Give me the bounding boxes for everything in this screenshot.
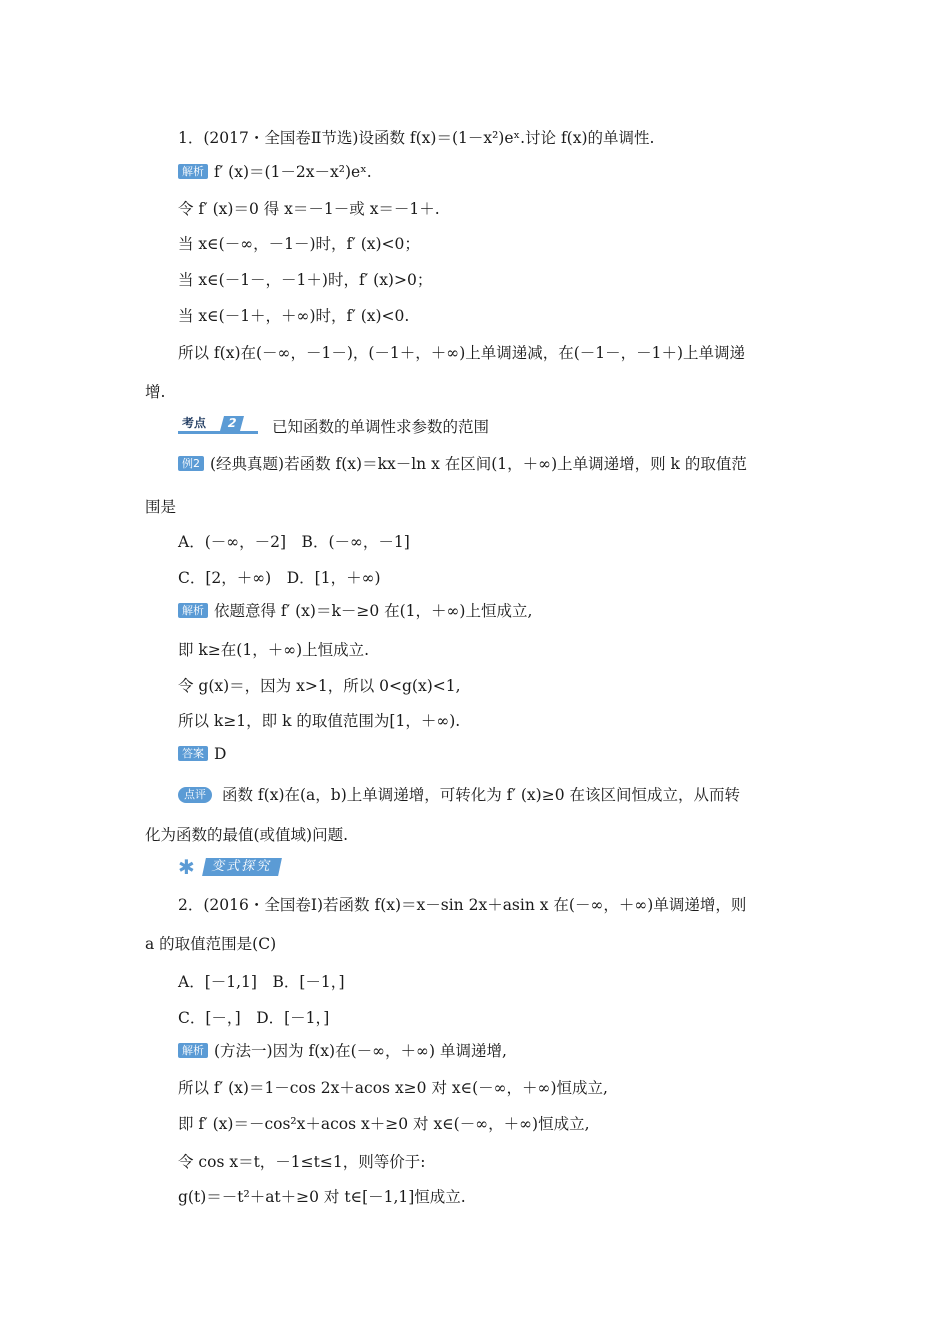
problem-1-solution-line: 解析 f′ (x)＝(1－2x－x²)eˣ. bbox=[178, 162, 372, 182]
kaodian-title: 已知函数的单调性求参数的范围 bbox=[272, 418, 490, 436]
variant-heading bbox=[178, 856, 308, 878]
comment-badge: 点评 bbox=[178, 787, 212, 803]
example-2-comment: 点评 函数 f(x)在(a，b)上单调递增，可转化为 f′ (x)≥0 在该区间恒成立，从而转 bbox=[178, 785, 740, 805]
example-2-options-cd: C．[2，＋∞) D．[1，＋∞) bbox=[178, 569, 381, 587]
problem-2-options-ab: A．[－1,1] B．[－1，] bbox=[178, 973, 345, 991]
problem-2-step: 即 f′ (x)＝－cos²x＋acos x＋≥0 对 x∈(－∞，＋∞)恒成立, bbox=[178, 1115, 590, 1133]
solution-badge: 解析 bbox=[178, 164, 208, 179]
example-2-step: 令 g(x)＝，因为 x>1，所以 0<g(x)<1, bbox=[178, 677, 461, 695]
problem-1-step: 当 x∈(－1－，－1＋)时，f′ (x)>0； bbox=[178, 271, 433, 289]
problem-2-step: 所以 f′ (x)＝1－cos 2x＋acos x≥0 对 x∈(－∞，＋∞)恒成立, bbox=[178, 1079, 608, 1097]
flower-icon: ✱ bbox=[178, 855, 195, 879]
problem-1-step: 当 x∈(－∞，－1－)时，f′ (x)<0； bbox=[178, 235, 420, 253]
example-badge: 例2 bbox=[178, 456, 204, 471]
solution-badge: 解析 bbox=[178, 1043, 208, 1058]
problem-2-step: g(t)＝－t²＋at＋≥0 对 t∈[－1,1]恒成立. bbox=[178, 1188, 466, 1206]
problem-2-options-cd: C．[－，] D．[－1，] bbox=[178, 1009, 330, 1027]
example-2-stem: 例2 (经典真题)若函数 f(x)＝kx－ln x 在区间(1，＋∞)上单调递增，则 k 的取值范 bbox=[178, 454, 747, 474]
problem-1-conclusion-cont: 增. bbox=[145, 383, 166, 401]
problem-1-step: 当 x∈(－1＋，＋∞)时，f′ (x)<0. bbox=[178, 307, 410, 325]
solution-badge: 解析 bbox=[178, 603, 208, 618]
example-2-step: 即 k≥在(1，＋∞)上恒成立. bbox=[178, 641, 370, 659]
answer-badge: 答案 bbox=[178, 746, 208, 761]
example-2-stem-cont: 围是 bbox=[145, 498, 177, 516]
problem-2-solution-line: 解析 (方法一)因为 f(x)在(－∞，＋∞) 单调递增, bbox=[178, 1041, 507, 1061]
example-2-options-ab: A．(－∞，－2] B．(－∞，－1] bbox=[178, 533, 410, 551]
problem-2-stem-cont: a 的取值范围是(C) bbox=[145, 935, 277, 953]
problem-1-conclusion: 所以 f(x)在(－∞，－1－)，(－1＋，＋∞)上单调递减，在(－1－，－1＋)上单调递 bbox=[178, 344, 746, 362]
example-2-solution-line: 解析 依题意得 f′ (x)＝k－≥0 在(1，＋∞)上恒成立, bbox=[178, 601, 532, 621]
example-2-step: 所以 k≥1，即 k 的取值范围为[1，＋∞). bbox=[178, 712, 461, 730]
problem-1-step: 令 f′ (x)＝0 得 x＝－1－或 x＝－1＋. bbox=[178, 200, 440, 218]
problem-2-stem: 2．(2016・全国卷Ⅰ)若函数 f(x)＝x－sin 2x＋asin x 在(－∞，＋∞)单调递增，则 bbox=[178, 896, 747, 914]
kaodian-heading bbox=[178, 416, 489, 437]
variant-label: 变式探究 bbox=[202, 858, 282, 876]
kaodian-badge: 考点 2 bbox=[178, 416, 258, 434]
example-2-comment-cont: 化为函数的最值(或值域)问题. bbox=[145, 826, 349, 844]
problem-2-step: 令 cos x＝t，－1≤t≤1，则等价于: bbox=[178, 1153, 426, 1171]
example-2-answer: 答案 D bbox=[178, 744, 226, 764]
problem-1-stem: 1．(2017・全国卷Ⅱ节选)设函数 f(x)＝(1－x²)eˣ.讨论 f(x)的单调性. bbox=[178, 129, 655, 147]
